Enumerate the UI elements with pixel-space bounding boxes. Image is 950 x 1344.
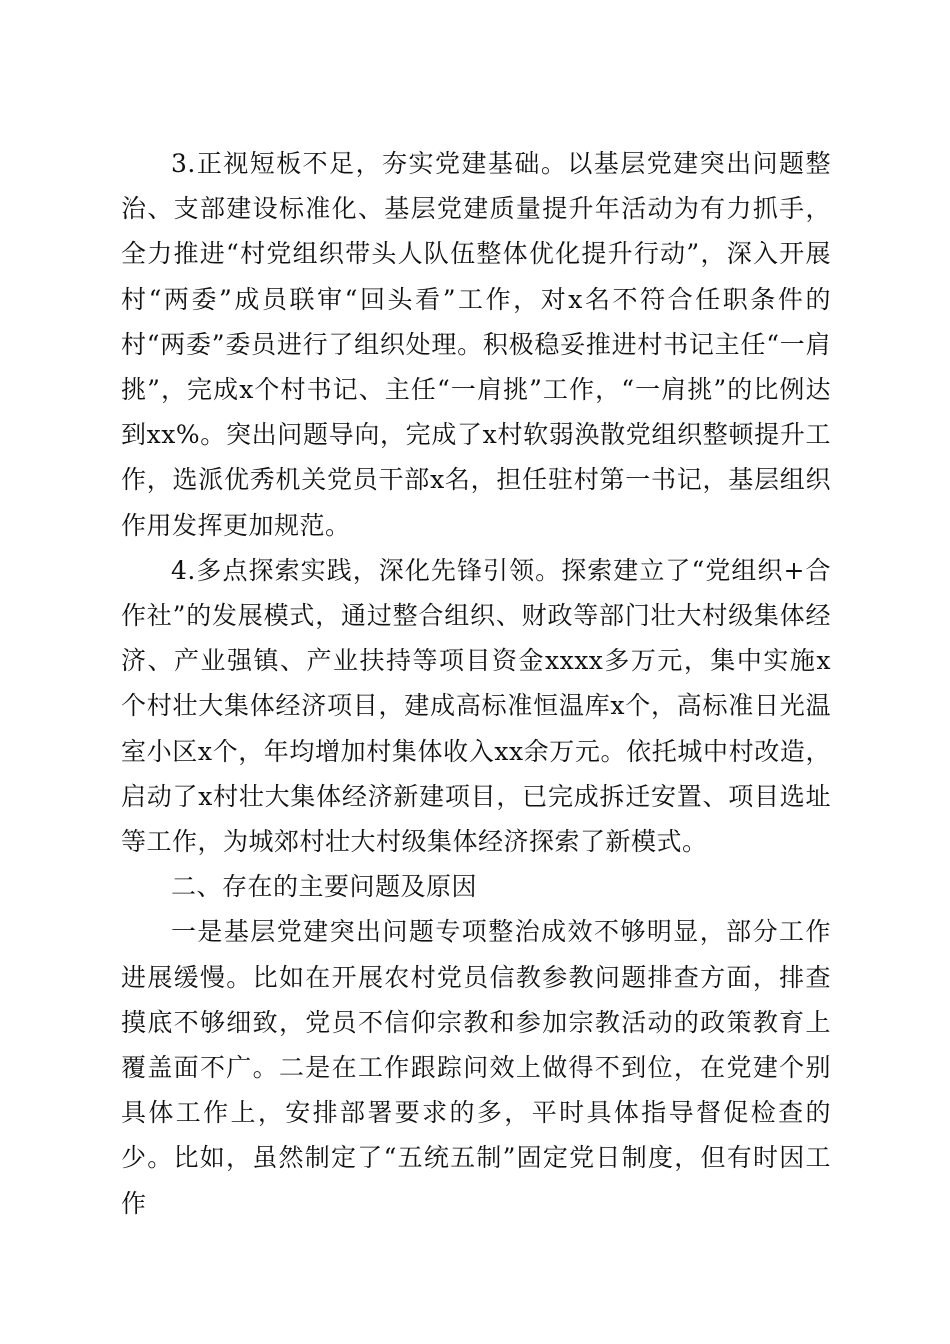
paragraph-4: 4.多点探索实践，深化先锋引领。探索建立了“党组织+合作社”的发展模式，通过整合组织、财政等部门壮大村级集体经济、产业强镇、产业扶持等项目资金xxxx多万元，集中实施x个村壮大集体经济项目，建成高标准恒温库x个，高标准日光温室小区x个，年均增加村集体收入xx余万元。依托城中村改造，启动了x村壮大集体经济新建项目，已完成拆迁安置、项目选址等工作，为城郊村壮大村级集体经济探索了新模式。 [121,555,831,857]
paragraph-problems: 一是基层党建突出问题专项整治成效不够明显，部分工作进展缓慢。比如在开展农村党员信教参教问题排查方面，排查摸底不够细致，党员不信仰宗教和参加宗教活动的政策教育上覆盖面不广。二是在工作跟踪问效上做得不到位，在党建个别具体工作上，安排部署要求的多，平时具体指导督促检查的少。比如，虽然制定了“五统五制”固定党日制度，但有时因工作 [121,917,831,1218]
section-heading: 二、存在的主要问题及原因 [171,872,478,902]
document-body [121,141,831,1226]
paragraph-3: 3.正视短板不足，夯实党建基础。以基层党建突出问题整治、支部建设标准化、基层党建质量提升年活动为有力抓手，全力推进“村党组织带头人队伍整体优化提升行动”，深入开展村“两委”成员联审“回头看”工作，对x名不符合任职条件的村“两委”委员进行了组织处理。积极稳妥推进村书记主任“一肩挑”，完成x个村书记、主任“一肩挑”工作，“一肩挑”的比例达到xx%。突出问题导向，完成了x村软弱涣散党组织整顿提升工作，选派优秀机关党员干部x名，担任驻村第一书记，基层组织作用发挥更加规范。 [121,149,831,540]
